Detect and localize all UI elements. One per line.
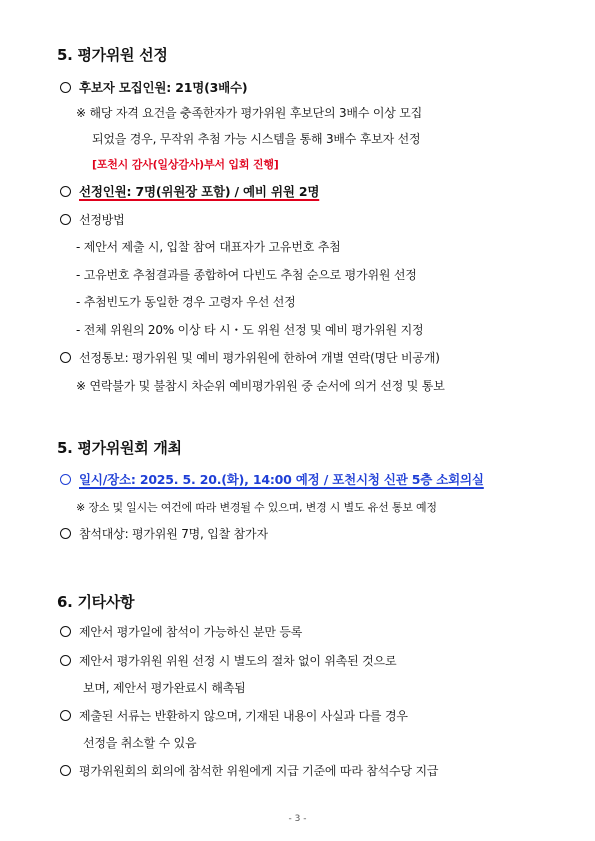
- method-item-1: - 제안서 제출 시, 입찰 참여 대표자가 고유번호 추첨: [76, 240, 341, 254]
- bullet-selection-count: 선정인원: 7명(위원장 포함) / 예비 위원 2명: [60, 182, 319, 200]
- circle-bullet-icon: [60, 765, 71, 776]
- circle-bullet-icon: [60, 528, 71, 539]
- method-item-3: - 추첨빈도가 동일한 경우 고령자 우선 선정: [76, 295, 296, 309]
- circle-bullet-icon: [60, 474, 71, 485]
- note-recruit-line2: 되었을 경우, 무작위 추첨 가능 시스템을 통해 3배수 후보자 선정: [92, 132, 421, 146]
- note-recruit-audit: [포천시 감사(일상감사)부서 입회 진행]: [92, 158, 279, 171]
- note-selection-notice: ※ 연락불가 및 불참시 차순위 예비평가위원 중 순서에 의거 선정 및 통보: [76, 379, 445, 393]
- misc-item-3-line2: 선정을 취소할 수 있음: [83, 736, 197, 750]
- note-meeting-change: ※ 장소 및 일시는 여건에 따라 변경될 수 있으며, 변경 시 별도 유선 통보 예정: [76, 501, 437, 514]
- page-number: - 3 -: [288, 814, 307, 824]
- method-item-4: - 전체 위원의 20% 이상 타 시・도 위원 선정 및 예비 평가위원 지정: [76, 323, 424, 337]
- misc-item-3-line1: 제출된 서류는 반환하지 않으며, 기재된 내용이 사실과 다를 경우: [60, 707, 408, 724]
- section-title-evaluator-selection: 5. 평가위원 선정: [57, 46, 168, 64]
- section-title-committee-meeting: 5. 평가위원회 개최: [57, 439, 182, 457]
- misc-item-1: 제안서 평가일에 참석이 가능하신 분만 등록: [60, 623, 302, 640]
- circle-bullet-icon: [60, 655, 71, 666]
- bullet-meeting-attendees: 참석대상: 평가위원 7명, 입찰 참가자: [60, 525, 268, 542]
- bullet-selection-method: 선정방법: [60, 211, 125, 228]
- note-recruit-line1: ※ 해당 자격 요건을 충족한자가 평가위원 후보단의 3배수 이상 모집: [76, 106, 423, 120]
- bullet-selection-notice: 선정통보: 평가위원 및 예비 평가위원에 한하여 개별 연락(명단 비공개): [60, 349, 440, 366]
- misc-item-2-line1: 제안서 평가위원 위원 선정 시 별도의 절차 없이 위촉된 것으로: [60, 652, 396, 669]
- circle-bullet-icon: [60, 352, 71, 363]
- circle-bullet-icon: [60, 82, 71, 93]
- bullet-meeting-datetime: 일시/장소: 2025. 5. 20.(화), 14:00 예정 / 포천시청 신관 5층 소회의실: [60, 470, 484, 488]
- misc-item-4: 평가위원회의 회의에 참석한 위원에게 지급 기준에 따라 참석수당 지급: [60, 762, 438, 779]
- bullet-candidate-recruit: 후보자 모집인원: 21명(3배수): [60, 78, 247, 96]
- misc-item-2-line2: 보며, 제안서 평가완료시 해촉됨: [83, 681, 246, 695]
- section-title-misc: 6. 기타사항: [57, 593, 135, 611]
- circle-bullet-icon: [60, 626, 71, 637]
- method-item-2: - 고유번호 추첨결과를 종합하여 다빈도 추첨 순으로 평가위원 선정: [76, 268, 417, 282]
- circle-bullet-icon: [60, 186, 71, 197]
- circle-bullet-icon: [60, 710, 71, 721]
- circle-bullet-icon: [60, 214, 71, 225]
